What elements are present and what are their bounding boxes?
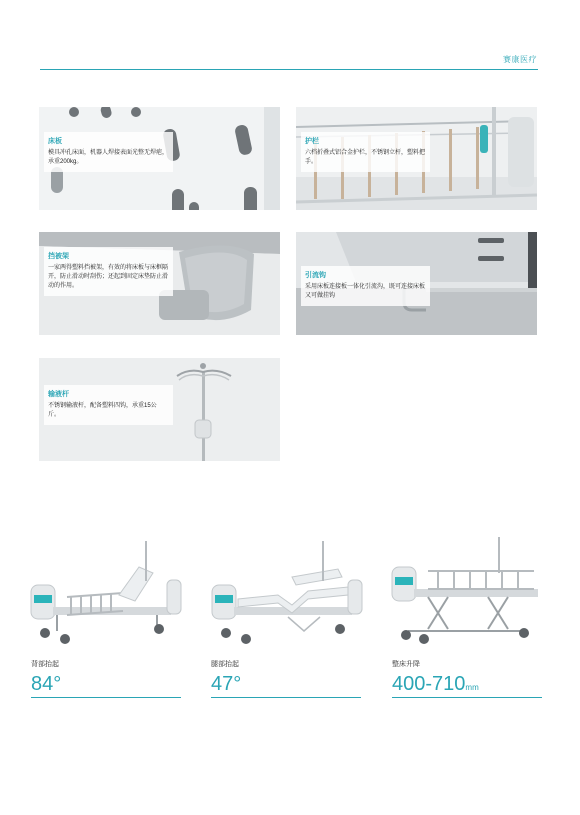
feature-text: 一家两得塑料挡被架，有效的将床板与床框隔开，防止滑动时刮伤；还起到固定床垫防止滑动的作用。	[48, 265, 169, 289]
metric-underline	[392, 697, 542, 698]
metric-underline	[31, 697, 181, 698]
metric-leg-raise	[211, 659, 241, 696]
feature-caption	[301, 132, 430, 172]
feature-caption	[44, 247, 173, 296]
bed-back-raised-image	[27, 535, 187, 645]
bed-height-adjust-image	[388, 535, 548, 645]
metric-height-adjust	[392, 659, 479, 696]
metric-value: 47°	[211, 673, 242, 695]
metric-label: 腿部抬起	[211, 661, 239, 668]
metric-value: 400-710mm	[392, 673, 479, 695]
feature-title: 护栏	[305, 138, 319, 145]
brand-name: 赛康医疗	[503, 55, 537, 64]
metric-label: 整床升降	[392, 661, 420, 668]
metric-back-raise	[31, 659, 61, 696]
feature-title: 床板	[48, 138, 62, 145]
metric-underline	[211, 697, 361, 698]
feature-card-drain-hook	[296, 232, 537, 335]
feature-text: 六档折叠式铝合金护栏，不锈钢立杆，塑料把手。	[305, 150, 426, 165]
feature-card-iv-pole	[39, 358, 280, 461]
feature-card-guardrail	[296, 107, 537, 210]
metric-label: 背部抬起	[31, 661, 59, 668]
feature-caption	[44, 385, 173, 425]
bed-leg-raised-image	[208, 535, 368, 645]
feature-caption	[301, 266, 430, 306]
feature-title: 挡被架	[48, 253, 69, 260]
feature-title: 输液杆	[48, 391, 69, 398]
metric-value: 84°	[31, 673, 62, 695]
feature-caption	[44, 132, 173, 172]
feature-card-quilt-stop	[39, 232, 280, 335]
feature-text: 采用床板连接板一体化引流沟，既可连接床板又可做挂钩	[305, 284, 426, 299]
feature-card-bed-board	[39, 107, 280, 210]
feature-text: 模具冲孔床面，机器人焊接表面光整无焊疤，承重200kg。	[48, 150, 169, 165]
feature-title: 引流钩	[305, 272, 326, 279]
header-divider	[40, 69, 538, 70]
feature-text: 不锈钢输液杆，配备塑料四钩，承重15公斤。	[48, 403, 157, 418]
